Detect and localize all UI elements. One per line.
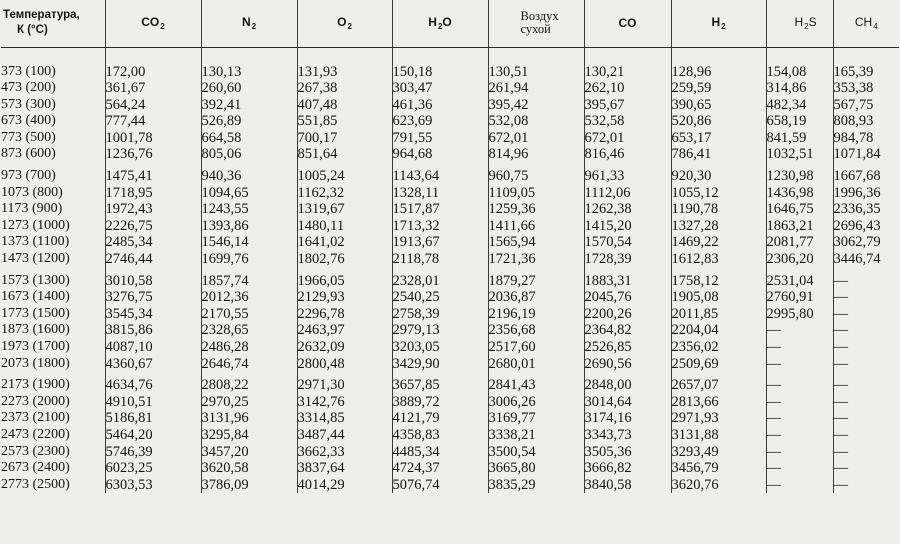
cell-co2: 564,24 (105, 97, 201, 114)
cell-co: 1570,54 (584, 234, 671, 251)
cell-ch4: 2336,35 (833, 201, 899, 218)
cell-n2: 130,13 (201, 64, 297, 81)
table-body (1, 47, 899, 493)
cell-dry-air: 2517,60 (488, 339, 584, 356)
cell-h2: 3620,76 (671, 477, 766, 494)
cell-h2s: 841,59 (766, 130, 833, 147)
cell-co2: 361,67 (105, 80, 201, 97)
cell-n2: 2170,55 (201, 306, 297, 323)
cell-dry-air: 3500,54 (488, 444, 584, 461)
cell-n2: 526,89 (201, 113, 297, 130)
cell-h2o: 1328,11 (392, 185, 488, 202)
cell-temperature: 873 (600) (1, 146, 56, 162)
cell-h2s: 2306,20 (766, 251, 833, 268)
spacer-cell (833, 47, 899, 64)
cell-n2: 1094,65 (201, 185, 297, 202)
cell-n2: 3457,20 (201, 444, 297, 461)
cell-h2: 653,17 (671, 130, 766, 147)
cell-co: 2526,85 (584, 339, 671, 356)
cell-h2: 1469,22 (671, 234, 766, 251)
cell-h2s: 1230,98 (766, 168, 833, 185)
table-row (1, 460, 899, 477)
cell-co2: 2485,34 (105, 234, 201, 251)
cell-temperature: 2673 (2400) (1, 460, 70, 476)
cell-h2s: 658,19 (766, 113, 833, 130)
cell-h2o: 3203,05 (392, 339, 488, 356)
cell-ch4: — (833, 322, 899, 339)
cell-n2: 3620,58 (201, 460, 297, 477)
cell-h2s: — (766, 356, 833, 373)
cell-h2o: 4724,37 (392, 460, 488, 477)
cell-co: 1883,31 (584, 273, 671, 290)
cell-co: 130,21 (584, 64, 671, 81)
cell-temperature: 1073 (800) (1, 184, 63, 200)
cell-dry-air: 1109,05 (488, 185, 584, 202)
cell-co: 672,01 (584, 130, 671, 147)
cell-dry-air: 960,75 (488, 168, 584, 185)
header-dry-air: Воздух сухой (488, 0, 584, 47)
table-row (1, 477, 899, 494)
cell-n2: 1857,74 (201, 273, 297, 290)
cell-o2: 1641,02 (297, 234, 392, 251)
spacer-cell (671, 47, 766, 64)
cell-h2o: 461,36 (392, 97, 488, 114)
cell-ch4: — (833, 306, 899, 323)
cell-temperature: 1873 (1600) (1, 322, 70, 338)
cell-h2s: 2995,80 (766, 306, 833, 323)
cell-co2: 4910,51 (105, 394, 201, 411)
table-row (1, 251, 899, 268)
cell-ch4: 567,75 (833, 97, 899, 114)
cell-n2: 1243,55 (201, 201, 297, 218)
cell-o2: 3662,33 (297, 444, 392, 461)
cell-o2: 3837,64 (297, 460, 392, 477)
cell-dry-air: 395,42 (488, 97, 584, 114)
cell-n2: 2328,65 (201, 322, 297, 339)
cell-co: 1415,20 (584, 218, 671, 235)
cell-ch4: 2696,43 (833, 218, 899, 235)
cell-temperature: 2573 (2300) (1, 443, 70, 459)
header-co2: $CO_2$ (105, 0, 201, 47)
cell-o2: 2463,97 (297, 322, 392, 339)
spacer-cell (105, 47, 201, 64)
cell-o2: 851,64 (297, 146, 392, 163)
cell-o2: 1319,67 (297, 201, 392, 218)
cell-co2: 3276,75 (105, 289, 201, 306)
cell-o2: 2129,93 (297, 289, 392, 306)
cell-temperature: 1573 (1300) (1, 272, 70, 288)
cell-h2: 128,96 (671, 64, 766, 81)
cell-h2: 920,30 (671, 168, 766, 185)
table-row (1, 289, 899, 306)
cell-h2s: — (766, 394, 833, 411)
cell-n2: 3131,96 (201, 410, 297, 427)
cell-dry-air: 3338,21 (488, 427, 584, 444)
spacer-cell (766, 47, 833, 64)
cell-temperature: 1673 (1400) (1, 289, 70, 305)
table-row (1, 80, 899, 97)
cell-n2: 940,36 (201, 168, 297, 185)
cell-h2: 3293,49 (671, 444, 766, 461)
cell-dry-air: 814,96 (488, 146, 584, 163)
cell-co: 3840,58 (584, 477, 671, 494)
cell-co2: 1001,78 (105, 130, 201, 147)
cell-h2o: 4485,34 (392, 444, 488, 461)
cell-ch4: — (833, 410, 899, 427)
cell-n2: 2970,25 (201, 394, 297, 411)
cell-ch4: — (833, 377, 899, 394)
cell-co2: 6023,25 (105, 460, 201, 477)
cell-h2: 3456,79 (671, 460, 766, 477)
cell-co: 961,33 (584, 168, 671, 185)
cell-h2s: 1032,51 (766, 146, 833, 163)
cell-h2s: 1436,98 (766, 185, 833, 202)
cell-ch4: 353,38 (833, 80, 899, 97)
cell-dry-air: 2356,68 (488, 322, 584, 339)
cell-h2s: 1646,75 (766, 201, 833, 218)
cell-h2o: 5076,74 (392, 477, 488, 494)
cell-h2o: 3657,85 (392, 377, 488, 394)
cell-temperature: 1773 (1500) (1, 305, 70, 321)
cell-co2: 1236,76 (105, 146, 201, 163)
cell-n2: 805,06 (201, 146, 297, 163)
cell-ch4: — (833, 289, 899, 306)
cell-dry-air: 3006,26 (488, 394, 584, 411)
cell-h2s: — (766, 339, 833, 356)
cell-co: 3505,36 (584, 444, 671, 461)
cell-co: 816,46 (584, 146, 671, 163)
cell-h2s: — (766, 477, 833, 494)
cell-h2o: 2540,25 (392, 289, 488, 306)
cell-co2: 2226,75 (105, 218, 201, 235)
cell-ch4: — (833, 477, 899, 494)
cell-h2o: 623,69 (392, 113, 488, 130)
spacer-cell (488, 47, 584, 64)
cell-o2: 700,17 (297, 130, 392, 147)
cell-temperature: 1273 (1000) (1, 217, 70, 233)
table-row (1, 64, 899, 81)
cell-h2o: 4358,83 (392, 427, 488, 444)
cell-co: 2690,56 (584, 356, 671, 373)
cell-h2o: 3429,90 (392, 356, 488, 373)
cell-o2: 1802,76 (297, 251, 392, 268)
cell-ch4: — (833, 427, 899, 444)
cell-co2: 5186,81 (105, 410, 201, 427)
header-co: CO (584, 0, 671, 47)
cell-temperature: 973 (700) (1, 168, 56, 184)
cell-dry-air: 1259,36 (488, 201, 584, 218)
cell-ch4: — (833, 273, 899, 290)
cell-ch4: 1996,36 (833, 185, 899, 202)
cell-h2o: 2979,13 (392, 322, 488, 339)
cell-co: 2848,00 (584, 377, 671, 394)
header-temperature: Температура, К (°С) (1, 0, 105, 47)
table-row (1, 273, 899, 290)
cell-h2s: — (766, 322, 833, 339)
cell-o2: 2971,30 (297, 377, 392, 394)
cell-dry-air: 261,94 (488, 80, 584, 97)
cell-n2: 2646,74 (201, 356, 297, 373)
cell-o2: 1966,05 (297, 273, 392, 290)
cell-h2s: — (766, 410, 833, 427)
table-row (1, 234, 899, 251)
cell-ch4: — (833, 339, 899, 356)
cell-co2: 4634,76 (105, 377, 201, 394)
cell-h2s: 482,34 (766, 97, 833, 114)
cell-co: 1728,39 (584, 251, 671, 268)
cell-h2: 1190,78 (671, 201, 766, 218)
cell-temperature: 1373 (1100) (1, 234, 70, 250)
cell-co: 2364,82 (584, 322, 671, 339)
cell-o2: 2296,78 (297, 306, 392, 323)
cell-o2: 1480,11 (297, 218, 392, 235)
spacer-cell (392, 47, 488, 64)
cell-h2s: — (766, 460, 833, 477)
cell-h2s: 154,08 (766, 64, 833, 81)
cell-temperature: 2273 (2000) (1, 393, 70, 409)
cell-h2: 1905,08 (671, 289, 766, 306)
cell-ch4: — (833, 460, 899, 477)
cell-h2s: — (766, 377, 833, 394)
header-h2o: $H_2O$ (392, 0, 488, 47)
cell-n2: 2486,28 (201, 339, 297, 356)
cell-h2: 1055,12 (671, 185, 766, 202)
cell-h2o: 1713,32 (392, 218, 488, 235)
cell-h2: 2356,02 (671, 339, 766, 356)
table-row (1, 322, 899, 339)
cell-h2: 1612,83 (671, 251, 766, 268)
cell-co2: 3545,34 (105, 306, 201, 323)
cell-co2: 5464,20 (105, 427, 201, 444)
cell-h2o: 303,47 (392, 80, 488, 97)
header-h2s: $H_2S$ (766, 0, 833, 47)
cell-co2: 4360,67 (105, 356, 201, 373)
cell-h2o: 2328,01 (392, 273, 488, 290)
cell-h2: 520,86 (671, 113, 766, 130)
header-row (1, 0, 899, 47)
cell-co: 3174,16 (584, 410, 671, 427)
cell-ch4: 984,78 (833, 130, 899, 147)
cell-h2: 1758,12 (671, 273, 766, 290)
cell-dry-air: 1721,36 (488, 251, 584, 268)
cell-co: 395,67 (584, 97, 671, 114)
cell-dry-air: 1565,94 (488, 234, 584, 251)
cell-temperature: 2373 (2100) (1, 410, 70, 426)
table-row (1, 394, 899, 411)
cell-o2: 1005,24 (297, 168, 392, 185)
table-row (1, 444, 899, 461)
group-spacer (1, 47, 899, 64)
cell-co2: 6303,53 (105, 477, 201, 494)
cell-h2: 2657,07 (671, 377, 766, 394)
table-row (1, 377, 899, 394)
cell-ch4: — (833, 356, 899, 373)
cell-h2s: 1863,21 (766, 218, 833, 235)
header-n2: $N_2$ (201, 0, 297, 47)
cell-n2: 2012,36 (201, 289, 297, 306)
cell-co2: 1972,43 (105, 201, 201, 218)
cell-dry-air: 532,08 (488, 113, 584, 130)
cell-n2: 1546,14 (201, 234, 297, 251)
cell-co: 262,10 (584, 80, 671, 97)
cell-dry-air: 2680,01 (488, 356, 584, 373)
cell-h2o: 150,18 (392, 64, 488, 81)
table-row (1, 146, 899, 163)
cell-dry-air: 3169,77 (488, 410, 584, 427)
cell-dry-air: 130,51 (488, 64, 584, 81)
cell-h2o: 964,68 (392, 146, 488, 163)
cell-h2o: 4121,79 (392, 410, 488, 427)
cell-h2o: 1517,87 (392, 201, 488, 218)
gas-enthalpy-table (1, 0, 899, 493)
cell-o2: 3314,85 (297, 410, 392, 427)
cell-co: 3014,64 (584, 394, 671, 411)
cell-dry-air: 1879,27 (488, 273, 584, 290)
cell-temperature: 2773 (2500) (1, 476, 70, 492)
cell-co2: 1475,41 (105, 168, 201, 185)
table-row (1, 356, 899, 373)
table-row (1, 168, 899, 185)
cell-o2: 407,48 (297, 97, 392, 114)
table-row (1, 218, 899, 235)
cell-temperature: 673 (400) (1, 113, 56, 129)
cell-co: 1262,38 (584, 201, 671, 218)
cell-temperature: 1473 (1200) (1, 251, 70, 267)
cell-co: 3343,73 (584, 427, 671, 444)
cell-h2o: 2118,78 (392, 251, 488, 268)
cell-dry-air: 2196,19 (488, 306, 584, 323)
cell-co2: 1718,95 (105, 185, 201, 202)
cell-o2: 551,85 (297, 113, 392, 130)
cell-co: 2200,26 (584, 306, 671, 323)
cell-ch4: 808,93 (833, 113, 899, 130)
cell-h2s: 2760,91 (766, 289, 833, 306)
cell-n2: 1699,76 (201, 251, 297, 268)
cell-h2s: 2081,77 (766, 234, 833, 251)
cell-dry-air: 3835,29 (488, 477, 584, 494)
cell-co2: 4087,10 (105, 339, 201, 356)
cell-n2: 392,41 (201, 97, 297, 114)
table-row (1, 97, 899, 114)
cell-o2: 131,93 (297, 64, 392, 81)
cell-temperature: 473 (200) (1, 80, 56, 96)
spacer-cell (297, 47, 392, 64)
header-o2: $O_2$ (297, 0, 392, 47)
cell-h2o: 3889,72 (392, 394, 488, 411)
cell-o2: 4014,29 (297, 477, 392, 494)
cell-temperature: 373 (100) (1, 63, 56, 79)
cell-co2: 777,44 (105, 113, 201, 130)
cell-n2: 260,60 (201, 80, 297, 97)
spacer-cell (201, 47, 297, 64)
table-row (1, 113, 899, 130)
cell-co: 3666,82 (584, 460, 671, 477)
cell-temperature: 2473 (2200) (1, 426, 70, 442)
cell-o2: 2632,09 (297, 339, 392, 356)
cell-h2: 1327,28 (671, 218, 766, 235)
cell-ch4: — (833, 444, 899, 461)
cell-h2: 2011,85 (671, 306, 766, 323)
table-row (1, 427, 899, 444)
cell-co: 1112,06 (584, 185, 671, 202)
cell-temperature: 573 (300) (1, 96, 56, 112)
cell-ch4: 3446,74 (833, 251, 899, 268)
table-row (1, 339, 899, 356)
cell-o2: 2800,48 (297, 356, 392, 373)
cell-co2: 2746,44 (105, 251, 201, 268)
cell-dry-air: 2841,43 (488, 377, 584, 394)
spacer-cell (584, 47, 671, 64)
cell-ch4: 1667,68 (833, 168, 899, 185)
cell-h2: 390,65 (671, 97, 766, 114)
cell-co: 532,58 (584, 113, 671, 130)
cell-h2o: 1143,64 (392, 168, 488, 185)
cell-o2: 3142,76 (297, 394, 392, 411)
table-row (1, 306, 899, 323)
cell-dry-air: 3665,80 (488, 460, 584, 477)
cell-ch4: 1071,84 (833, 146, 899, 163)
cell-n2: 664,58 (201, 130, 297, 147)
table-row (1, 185, 899, 202)
cell-h2s: — (766, 427, 833, 444)
cell-h2s: — (766, 444, 833, 461)
cell-o2: 1162,32 (297, 185, 392, 202)
cell-co2: 3010,58 (105, 273, 201, 290)
cell-h2o: 1913,67 (392, 234, 488, 251)
cell-h2: 2971,93 (671, 410, 766, 427)
cell-ch4: 165,39 (833, 64, 899, 81)
cell-dry-air: 1411,66 (488, 218, 584, 235)
header-h2: $H_2$ (671, 0, 766, 47)
cell-h2: 2813,66 (671, 394, 766, 411)
cell-temperature: 1173 (900) (1, 201, 63, 217)
cell-ch4: — (833, 394, 899, 411)
cell-n2: 3786,09 (201, 477, 297, 494)
cell-co2: 172,00 (105, 64, 201, 81)
cell-n2: 3295,84 (201, 427, 297, 444)
cell-h2: 2204,04 (671, 322, 766, 339)
table-row (1, 130, 899, 147)
cell-n2: 2808,22 (201, 377, 297, 394)
cell-n2: 1393,86 (201, 218, 297, 235)
cell-ch4: 3062,79 (833, 234, 899, 251)
cell-h2: 3131,88 (671, 427, 766, 444)
cell-temperature: 1973 (1700) (1, 339, 70, 354)
spacer-cell (1, 47, 105, 64)
table-row (1, 410, 899, 427)
cell-o2: 267,38 (297, 80, 392, 97)
cell-h2: 259,59 (671, 80, 766, 97)
cell-h2o: 2758,39 (392, 306, 488, 323)
cell-h2s: 314,86 (766, 80, 833, 97)
header-ch4: $CH_4$ (833, 0, 899, 47)
cell-co2: 5746,39 (105, 444, 201, 461)
cell-temperature: 773 (500) (1, 129, 56, 145)
cell-co: 2045,76 (584, 289, 671, 306)
cell-h2o: 791,55 (392, 130, 488, 147)
cell-temperature: 2073 (1800) (1, 355, 70, 371)
cell-o2: 3487,44 (297, 427, 392, 444)
cell-temperature: 2173 (1900) (1, 377, 70, 393)
cell-h2: 786,41 (671, 146, 766, 163)
cell-h2s: 2531,04 (766, 273, 833, 290)
cell-co2: 3815,86 (105, 322, 201, 339)
cell-dry-air: 2036,87 (488, 289, 584, 306)
cell-dry-air: 672,01 (488, 130, 584, 147)
cell-h2: 2509,69 (671, 356, 766, 373)
table-row (1, 201, 899, 218)
